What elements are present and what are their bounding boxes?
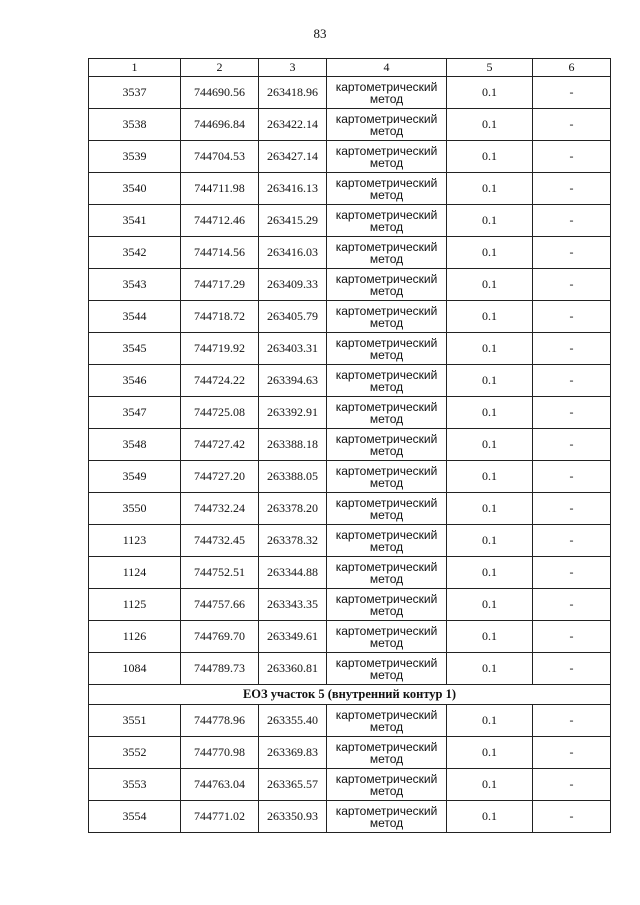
accuracy-cell: 0.1	[447, 769, 533, 801]
table-row	[89, 737, 611, 769]
description-cell: -	[533, 365, 611, 397]
method-line-1: картометрический	[335, 111, 438, 126]
x-coordinate-cell: 744690.56	[181, 77, 259, 109]
accuracy-cell: 0.1	[447, 397, 533, 429]
column-header: 3	[259, 59, 327, 77]
y-coordinate-cell: 263392.91	[259, 397, 327, 429]
method-cell	[327, 77, 447, 109]
point-number-cell: 3542	[89, 237, 181, 269]
method-line-2: метод	[369, 751, 404, 766]
method-line-1: картометрический	[335, 79, 438, 94]
y-coordinate-cell: 263422.14	[259, 109, 327, 141]
y-coordinate-cell: 263416.13	[259, 173, 327, 205]
method-cell	[327, 173, 447, 205]
table-body-after	[89, 705, 611, 833]
method-line-2: метод	[369, 475, 404, 490]
accuracy-cell: 0.1	[447, 365, 533, 397]
method-line-2: метод	[369, 443, 404, 458]
method-line-2: метод	[369, 315, 404, 330]
point-number-cell: 1123	[89, 525, 181, 557]
accuracy-cell: 0.1	[447, 77, 533, 109]
table-row	[89, 493, 611, 525]
method-line-2: метод	[369, 719, 404, 734]
method-line-1: картометрический	[335, 175, 438, 190]
x-coordinate-cell: 744727.42	[181, 429, 259, 461]
accuracy-cell: 0.1	[447, 269, 533, 301]
column-header: 2	[181, 59, 259, 77]
method-line-1: картометрический	[335, 143, 438, 158]
method-line-1: картометрический	[335, 207, 438, 222]
table-row	[89, 365, 611, 397]
x-coordinate-cell: 744778.96	[181, 705, 259, 737]
method-cell	[327, 301, 447, 333]
method-line-2: метод	[369, 603, 404, 618]
x-coordinate-cell: 744718.72	[181, 301, 259, 333]
method-cell	[327, 205, 447, 237]
accuracy-cell: 0.1	[447, 461, 533, 493]
table-body-before	[89, 77, 611, 685]
section-title: ЕОЗ участок 5 (внутренний контур 1)	[89, 685, 611, 705]
method-cell	[327, 269, 447, 301]
header-row	[89, 59, 611, 77]
method-line-1: картометрический	[335, 463, 438, 478]
description-cell: -	[533, 705, 611, 737]
table-row	[89, 77, 611, 109]
description-cell: -	[533, 109, 611, 141]
method-line-1: картометрический	[335, 655, 438, 670]
accuracy-cell: 0.1	[447, 237, 533, 269]
method-cell	[327, 429, 447, 461]
x-coordinate-cell: 744757.66	[181, 589, 259, 621]
method-cell	[327, 769, 447, 801]
accuracy-cell: 0.1	[447, 653, 533, 685]
method-line-1: картометрический	[335, 335, 438, 350]
table-row	[89, 173, 611, 205]
description-cell: -	[533, 589, 611, 621]
method-line-2: метод	[369, 187, 404, 202]
description-cell: -	[533, 557, 611, 589]
description-cell: -	[533, 621, 611, 653]
description-cell: -	[533, 205, 611, 237]
method-cell	[327, 737, 447, 769]
method-line-2: метод	[369, 411, 404, 426]
method-line-2: метод	[369, 635, 404, 650]
description-cell: -	[533, 525, 611, 557]
point-number-cell: 3547	[89, 397, 181, 429]
method-line-2: метод	[369, 155, 404, 170]
method-line-1: картометрический	[335, 431, 438, 446]
method-line-2: метод	[369, 783, 404, 798]
x-coordinate-cell: 744763.04	[181, 769, 259, 801]
accuracy-cell: 0.1	[447, 173, 533, 205]
y-coordinate-cell: 263360.81	[259, 653, 327, 685]
y-coordinate-cell: 263403.31	[259, 333, 327, 365]
method-line-2: метод	[369, 539, 404, 554]
point-number-cell: 1084	[89, 653, 181, 685]
method-line-1: картометрический	[335, 591, 438, 606]
description-cell: -	[533, 397, 611, 429]
method-line-2: метод	[369, 507, 404, 522]
y-coordinate-cell: 263394.63	[259, 365, 327, 397]
y-coordinate-cell: 263418.96	[259, 77, 327, 109]
point-number-cell: 1126	[89, 621, 181, 653]
description-cell: -	[533, 301, 611, 333]
method-cell	[327, 621, 447, 653]
method-line-2: метод	[369, 123, 404, 138]
table-row	[89, 301, 611, 333]
point-number-cell: 3548	[89, 429, 181, 461]
method-cell	[327, 365, 447, 397]
accuracy-cell: 0.1	[447, 589, 533, 621]
accuracy-cell: 0.1	[447, 109, 533, 141]
table-row	[89, 621, 611, 653]
method-line-1: картометрический	[335, 771, 438, 786]
method-line-1: картометрический	[335, 623, 438, 638]
point-number-cell: 3549	[89, 461, 181, 493]
y-coordinate-cell: 263405.79	[259, 301, 327, 333]
method-cell	[327, 109, 447, 141]
x-coordinate-cell: 744704.53	[181, 141, 259, 173]
accuracy-cell: 0.1	[447, 557, 533, 589]
point-number-cell: 3537	[89, 77, 181, 109]
column-header: 1	[89, 59, 181, 77]
table-row	[89, 705, 611, 737]
method-line-1: картометрический	[335, 495, 438, 510]
method-cell	[327, 557, 447, 589]
table-row	[89, 461, 611, 493]
column-header: 5	[447, 59, 533, 77]
x-coordinate-cell: 744712.46	[181, 205, 259, 237]
y-coordinate-cell: 263378.32	[259, 525, 327, 557]
description-cell: -	[533, 173, 611, 205]
table-row	[89, 801, 611, 833]
point-number-cell: 1124	[89, 557, 181, 589]
y-coordinate-cell: 263416.03	[259, 237, 327, 269]
point-number-cell: 3554	[89, 801, 181, 833]
table-row	[89, 333, 611, 365]
method-cell	[327, 493, 447, 525]
description-cell: -	[533, 429, 611, 461]
x-coordinate-cell: 744727.20	[181, 461, 259, 493]
description-cell: -	[533, 769, 611, 801]
method-line-1: картометрический	[335, 271, 438, 286]
method-line-1: картометрический	[335, 803, 438, 818]
accuracy-cell: 0.1	[447, 429, 533, 461]
point-number-cell: 3543	[89, 269, 181, 301]
method-line-1: картометрический	[335, 303, 438, 318]
x-coordinate-cell: 744769.70	[181, 621, 259, 653]
method-cell	[327, 141, 447, 173]
method-line-2: метод	[369, 219, 404, 234]
table-row	[89, 653, 611, 685]
y-coordinate-cell: 263343.35	[259, 589, 327, 621]
page-number: 83	[313, 26, 327, 41]
x-coordinate-cell: 744717.29	[181, 269, 259, 301]
accuracy-cell: 0.1	[447, 141, 533, 173]
y-coordinate-cell: 263409.33	[259, 269, 327, 301]
x-coordinate-cell: 744724.22	[181, 365, 259, 397]
method-line-1: картометрический	[335, 559, 438, 574]
method-line-2: метод	[369, 379, 404, 394]
coordinates-table	[88, 58, 611, 833]
method-line-1: картометрический	[335, 707, 438, 722]
description-cell: -	[533, 333, 611, 365]
table-row	[89, 525, 611, 557]
point-number-cell: 3539	[89, 141, 181, 173]
table-row	[89, 237, 611, 269]
table-row	[89, 557, 611, 589]
method-line-1: картометрический	[335, 399, 438, 414]
method-cell	[327, 705, 447, 737]
method-line-2: метод	[369, 91, 404, 106]
y-coordinate-cell: 263350.93	[259, 801, 327, 833]
description-cell: -	[533, 801, 611, 833]
x-coordinate-cell: 744771.02	[181, 801, 259, 833]
method-line-1: картометрический	[335, 239, 438, 254]
table-row	[89, 397, 611, 429]
method-line-1: картометрический	[335, 527, 438, 542]
y-coordinate-cell: 263344.88	[259, 557, 327, 589]
accuracy-cell: 0.1	[447, 705, 533, 737]
accuracy-cell: 0.1	[447, 621, 533, 653]
accuracy-cell: 0.1	[447, 493, 533, 525]
description-cell: -	[533, 141, 611, 173]
method-cell	[327, 653, 447, 685]
point-number-cell: 3546	[89, 365, 181, 397]
accuracy-cell: 0.1	[447, 205, 533, 237]
x-coordinate-cell: 744770.98	[181, 737, 259, 769]
method-cell	[327, 333, 447, 365]
x-coordinate-cell: 744752.51	[181, 557, 259, 589]
y-coordinate-cell: 263349.61	[259, 621, 327, 653]
description-cell: -	[533, 493, 611, 525]
description-cell: -	[533, 237, 611, 269]
method-cell	[327, 461, 447, 493]
y-coordinate-cell: 263369.83	[259, 737, 327, 769]
y-coordinate-cell: 263415.29	[259, 205, 327, 237]
column-header: 6	[533, 59, 611, 77]
x-coordinate-cell: 744719.92	[181, 333, 259, 365]
point-number-cell: 3552	[89, 737, 181, 769]
point-number-cell: 3544	[89, 301, 181, 333]
description-cell: -	[533, 737, 611, 769]
point-number-cell: 3553	[89, 769, 181, 801]
accuracy-cell: 0.1	[447, 333, 533, 365]
y-coordinate-cell: 263388.18	[259, 429, 327, 461]
table-row	[89, 109, 611, 141]
method-line-2: метод	[369, 251, 404, 266]
y-coordinate-cell: 263365.57	[259, 769, 327, 801]
table-row	[89, 589, 611, 621]
method-line-2: метод	[369, 667, 404, 682]
x-coordinate-cell: 744714.56	[181, 237, 259, 269]
table-row	[89, 269, 611, 301]
point-number-cell: 1125	[89, 589, 181, 621]
description-cell: -	[533, 269, 611, 301]
accuracy-cell: 0.1	[447, 737, 533, 769]
point-number-cell: 3538	[89, 109, 181, 141]
section-body	[89, 685, 611, 705]
method-line-1: картометрический	[335, 367, 438, 382]
method-cell	[327, 237, 447, 269]
method-cell	[327, 589, 447, 621]
accuracy-cell: 0.1	[447, 525, 533, 557]
column-header: 4	[327, 59, 447, 77]
table-row	[89, 205, 611, 237]
method-cell	[327, 397, 447, 429]
method-line-2: метод	[369, 347, 404, 362]
point-number-cell: 3540	[89, 173, 181, 205]
point-number-cell: 3550	[89, 493, 181, 525]
point-number-cell: 3545	[89, 333, 181, 365]
method-line-2: метод	[369, 815, 404, 830]
x-coordinate-cell: 744732.45	[181, 525, 259, 557]
x-coordinate-cell: 744789.73	[181, 653, 259, 685]
x-coordinate-cell: 744711.98	[181, 173, 259, 205]
description-cell: -	[533, 653, 611, 685]
method-cell	[327, 801, 447, 833]
table-row	[89, 429, 611, 461]
description-cell: -	[533, 77, 611, 109]
y-coordinate-cell: 263378.20	[259, 493, 327, 525]
y-coordinate-cell: 263388.05	[259, 461, 327, 493]
method-line-1: картометрический	[335, 739, 438, 754]
section-row	[89, 685, 611, 705]
y-coordinate-cell: 263355.40	[259, 705, 327, 737]
point-number-cell: 3551	[89, 705, 181, 737]
x-coordinate-cell: 744696.84	[181, 109, 259, 141]
accuracy-cell: 0.1	[447, 301, 533, 333]
description-cell: -	[533, 461, 611, 493]
y-coordinate-cell: 263427.14	[259, 141, 327, 173]
x-coordinate-cell: 744725.08	[181, 397, 259, 429]
method-line-2: метод	[369, 571, 404, 586]
method-line-2: метод	[369, 283, 404, 298]
table-row	[89, 769, 611, 801]
method-cell	[327, 525, 447, 557]
accuracy-cell: 0.1	[447, 801, 533, 833]
point-number-cell: 3541	[89, 205, 181, 237]
table-row	[89, 141, 611, 173]
x-coordinate-cell: 744732.24	[181, 493, 259, 525]
